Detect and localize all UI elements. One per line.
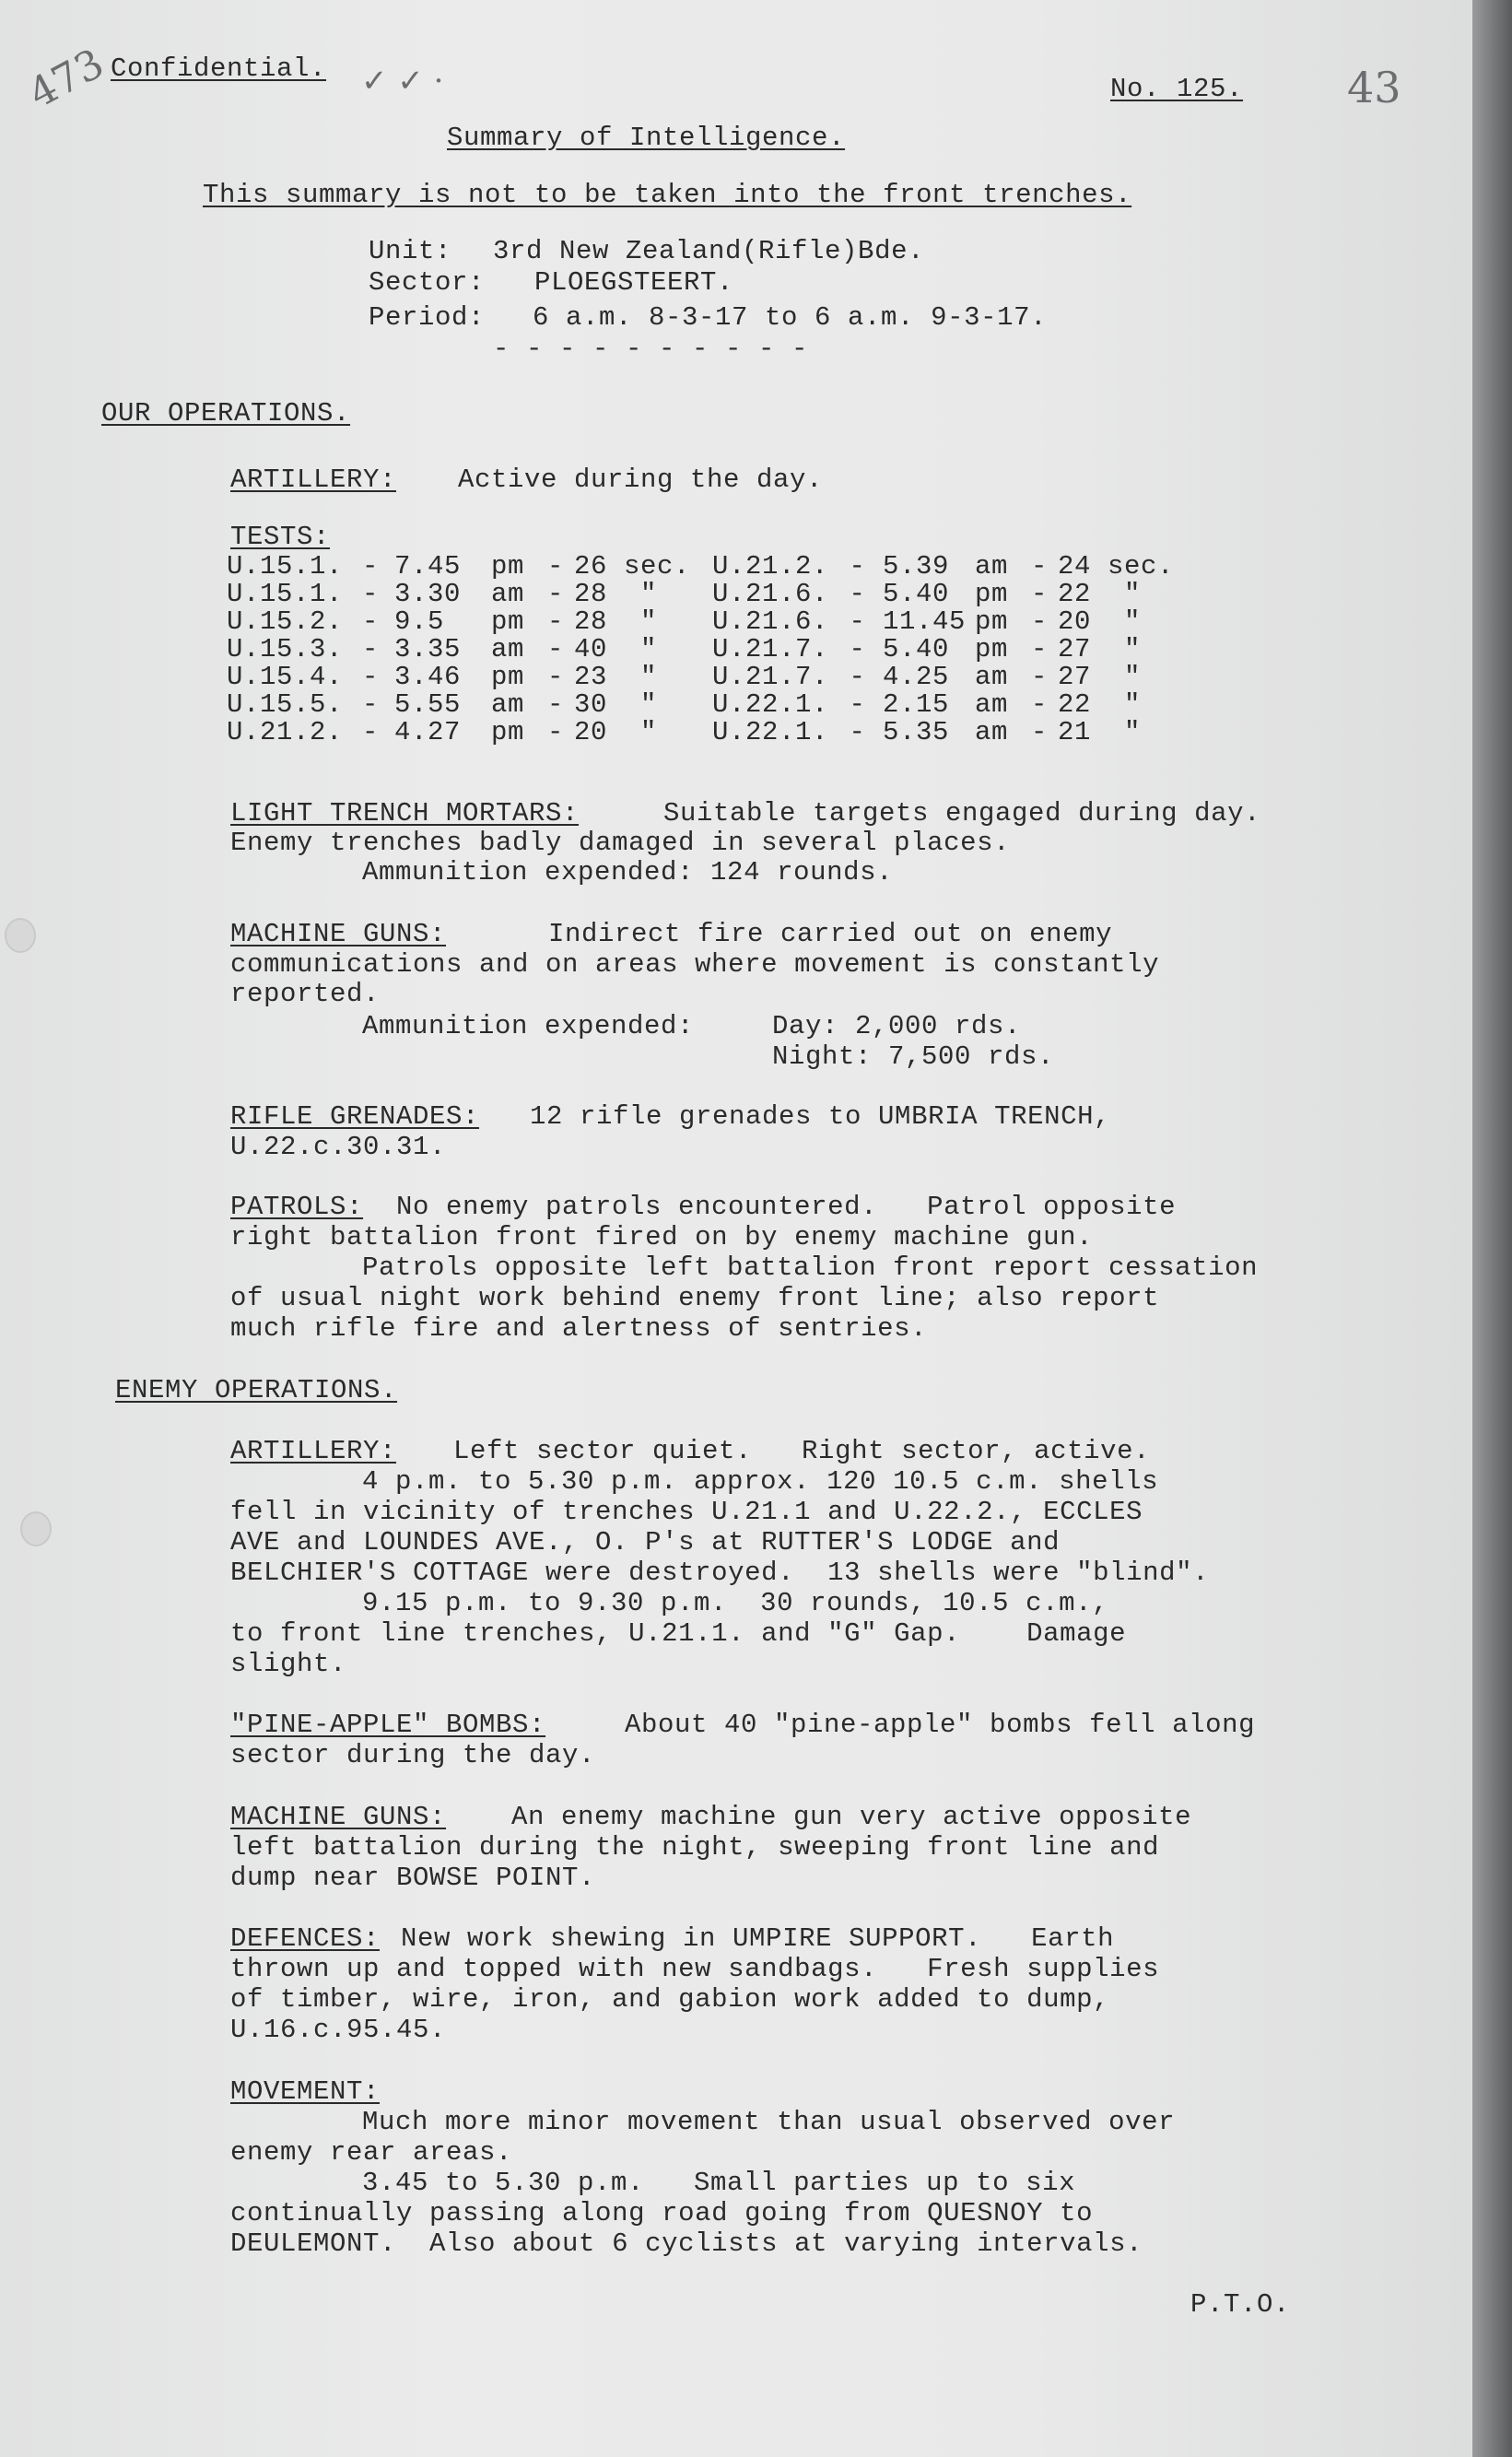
dash-separator: - xyxy=(849,606,866,637)
test-left-time: 3.30 xyxy=(394,579,462,609)
summary-number: No. 125. xyxy=(1110,74,1244,104)
tests-row xyxy=(227,608,1187,636)
test-right-ampm: am xyxy=(975,551,1009,582)
dash-separator: - xyxy=(1030,579,1048,609)
sector-label: Sector: xyxy=(369,267,486,298)
page-title: Summary of Intelligence. xyxy=(447,123,846,153)
patrols-label: PATROLS: xyxy=(230,1192,364,1222)
dash-separator: - xyxy=(849,579,866,609)
test-left-location: U.15.1. xyxy=(227,579,344,609)
period-label: Period: xyxy=(369,302,486,333)
test-left-seconds: 20 " xyxy=(574,717,658,747)
test-left-location: U.15.2. xyxy=(227,606,344,637)
tests-row xyxy=(227,664,1187,691)
test-left-location: U.15.5. xyxy=(227,689,344,720)
dash-separator: - xyxy=(361,717,379,747)
dash-separator: - xyxy=(1030,717,1048,747)
tests-row xyxy=(227,553,1187,581)
test-right-time: 4.25 xyxy=(883,662,950,692)
test-left-ampm: pm xyxy=(491,662,525,692)
ltm-line3: Ammunition expended: 124 rounds. xyxy=(362,857,894,888)
pineapple-bombs-label: "PINE-APPLE" BOMBS: xyxy=(230,1710,546,1740)
enemy-artillery-line7: to front line trenches, U.21.1. and "G" Gap. Damage xyxy=(230,1618,1127,1649)
test-right-seconds: 20 " xyxy=(1058,606,1142,637)
mg-label: MACHINE GUNS: xyxy=(230,919,447,949)
test-right-location: U.22.1. xyxy=(712,689,829,720)
enemy-mg-line2: left battalion during the night, sweeping front line and xyxy=(230,1832,1160,1863)
test-right-seconds: 27 " xyxy=(1058,634,1142,664)
test-left-location: U.15.4. xyxy=(227,662,344,692)
dash-separator: - xyxy=(1030,662,1048,692)
tests-row xyxy=(227,636,1187,664)
dash-separator: - xyxy=(361,606,379,637)
dash-separator: - xyxy=(546,717,564,747)
test-right-ampm: am xyxy=(975,717,1009,747)
test-right-ampm: pm xyxy=(975,634,1009,664)
rifle-grenades-line1: 12 rifle grenades to UMBRIA TRENCH, xyxy=(530,1101,1111,1132)
test-right-seconds: 22 " xyxy=(1058,689,1142,720)
dash-separator: - xyxy=(849,689,866,720)
ltm-label: LIGHT TRENCH MORTARS: xyxy=(230,798,580,829)
test-right-ampm: pm xyxy=(975,606,1009,637)
tests-row xyxy=(227,691,1187,719)
test-right-time: 2.15 xyxy=(883,689,950,720)
patrols-line4: of usual night work behind enemy front line; also report xyxy=(230,1283,1160,1313)
ltm-line2: Enemy trenches badly damaged in several places. xyxy=(230,828,1011,858)
our-artillery-text: Active during the day. xyxy=(458,464,824,495)
enemy-artillery-line1: Left sector quiet. Right sector, active. xyxy=(453,1436,1151,1466)
dash-separator: - xyxy=(361,551,379,582)
movement-line5: DEULEMONT. Also about 6 cyclists at varying intervals. xyxy=(230,2228,1143,2259)
tests-row xyxy=(227,581,1187,608)
test-left-seconds: 28 " xyxy=(574,579,658,609)
test-right-ampm: am xyxy=(975,689,1009,720)
tests-row xyxy=(227,719,1187,747)
folio-number: 473 xyxy=(20,40,112,118)
mg-line3: reported. xyxy=(230,979,381,1009)
movement-line3: 3.45 to 5.30 p.m. Small parties up to six xyxy=(362,2168,1076,2198)
test-left-time: 7.45 xyxy=(394,551,462,582)
mg-ammo-label: Ammunition expended: xyxy=(362,1011,695,1041)
test-right-seconds: 22 " xyxy=(1058,579,1142,609)
test-right-location: U.21.7. xyxy=(712,634,829,664)
patrols-line3: Patrols opposite left battalion front report cessation xyxy=(362,1252,1259,1283)
dash-separator: - xyxy=(1030,551,1048,582)
defences-line1: New work shewing in UMPIRE SUPPORT. Earth xyxy=(401,1923,1115,1954)
enemy-mg-label: MACHINE GUNS: xyxy=(230,1802,447,1832)
mg-ammo-day: Day: 2,000 rds. xyxy=(772,1011,1022,1041)
patrols-line5: much rifle fire and alertness of sentries. xyxy=(230,1313,928,1344)
movement-line4: continually passing along road going from QUESNOY to xyxy=(230,2198,1094,2228)
page-edge-shadow xyxy=(1472,0,1512,2457)
test-right-ampm: pm xyxy=(975,579,1009,609)
test-left-time: 4.27 xyxy=(394,717,462,747)
test-left-time: 3.46 xyxy=(394,662,462,692)
dash-separator: - xyxy=(1030,634,1048,664)
test-left-ampm: pm xyxy=(491,551,525,582)
sector-value: PLOEGSTEERT. xyxy=(534,267,734,298)
mg-line2: communications and on areas where movement is constantly xyxy=(230,949,1160,980)
dash-separator: - xyxy=(546,606,564,637)
our-artillery-label: ARTILLERY: xyxy=(230,464,397,495)
dash-separator: - xyxy=(849,551,866,582)
rifle-grenades-line2: U.22.c.30.31. xyxy=(230,1132,447,1162)
test-left-location: U.15.3. xyxy=(227,634,344,664)
our-operations-heading: OUR OPERATIONS. xyxy=(101,398,351,429)
test-left-seconds: 23 " xyxy=(574,662,658,692)
movement-line1: Much more minor movement than usual observed over xyxy=(362,2107,1176,2137)
movement-line2: enemy rear areas. xyxy=(230,2137,513,2168)
mg-ammo-night: Night: 7,500 rds. xyxy=(772,1041,1055,1072)
test-right-location: U.21.7. xyxy=(712,662,829,692)
test-left-ampm: am xyxy=(491,634,525,664)
test-left-ampm: am xyxy=(491,579,525,609)
pineapple-bombs-line2: sector during the day. xyxy=(230,1740,596,1770)
dash-separator: - xyxy=(546,662,564,692)
test-left-location: U.21.2. xyxy=(227,717,344,747)
test-left-seconds: 28 " xyxy=(574,606,658,637)
dash-separator: - xyxy=(849,662,866,692)
test-right-location: U.21.6. xyxy=(712,579,829,609)
punch-hole-upper xyxy=(5,918,36,953)
enemy-artillery-line4: AVE and LOUNDES AVE., O. P's at RUTTER'S LODGE and xyxy=(230,1527,1061,1558)
test-left-seconds: 30 " xyxy=(574,689,658,720)
test-right-location: U.21.6. xyxy=(712,606,829,637)
dash-separator: - xyxy=(361,689,379,720)
test-right-time: 11.45 xyxy=(883,606,967,637)
tick-marks: ✓ ✓ · xyxy=(361,63,444,100)
enemy-artillery-line6: 9.15 p.m. to 9.30 p.m. 30 rounds, 10.5 c.m., xyxy=(362,1588,1109,1618)
test-right-time: 5.35 xyxy=(883,717,950,747)
dash-separator: - xyxy=(849,717,866,747)
enemy-operations-heading: ENEMY OPERATIONS. xyxy=(115,1375,398,1405)
movement-label: MOVEMENT: xyxy=(230,2076,381,2107)
punch-hole-lower xyxy=(20,1511,52,1546)
pineapple-bombs-line1: About 40 "pine-apple" bombs fell along xyxy=(625,1710,1256,1740)
page-number: 43 xyxy=(1347,63,1401,112)
test-left-ampm: pm xyxy=(491,606,525,637)
unit-value: 3rd New Zealand(Rifle)Bde. xyxy=(493,236,925,266)
enemy-artillery-label: ARTILLERY: xyxy=(230,1436,397,1466)
dash-separator: - xyxy=(546,634,564,664)
rifle-grenades-label: RIFLE GRENADES: xyxy=(230,1101,480,1132)
enemy-artillery-line2: 4 p.m. to 5.30 p.m. approx. 120 10.5 c.m. shells xyxy=(362,1466,1159,1497)
dash-separator: - xyxy=(849,634,866,664)
test-right-location: U.21.2. xyxy=(712,551,829,582)
patrols-line2: right battalion front fired on by enemy machine gun. xyxy=(230,1222,1094,1252)
enemy-mg-line1: An enemy machine gun very active opposite xyxy=(511,1802,1192,1832)
test-right-time: 5.39 xyxy=(883,551,950,582)
dash-separator: - xyxy=(546,551,564,582)
enemy-artillery-line8: slight. xyxy=(230,1649,347,1679)
confidential-marking: Confidential. xyxy=(111,53,327,84)
test-left-ampm: am xyxy=(491,689,525,720)
patrols-line1: No enemy patrols encountered. Patrol opposite xyxy=(396,1192,1177,1222)
test-left-time: 5.55 xyxy=(394,689,462,720)
enemy-artillery-line3: fell in vicinity of trenches U.21.1 and U.22.2., ECCLES xyxy=(230,1497,1143,1527)
warning-notice: This summary is not to be taken into the front trenches. xyxy=(203,180,1132,210)
test-right-time: 5.40 xyxy=(883,579,950,609)
dash-separator: - xyxy=(361,634,379,664)
period-value: 6 a.m. 8-3-17 to 6 a.m. 9-3-17. xyxy=(533,302,1048,333)
tests-table xyxy=(227,553,1187,747)
test-right-seconds: 27 " xyxy=(1058,662,1142,692)
test-right-seconds: 24 sec. xyxy=(1058,551,1175,582)
test-left-ampm: pm xyxy=(491,717,525,747)
defences-line4: U.16.c.95.45. xyxy=(230,2015,447,2045)
test-right-location: U.22.1. xyxy=(712,717,829,747)
dash-separator: - xyxy=(1030,606,1048,637)
dash-separator: - xyxy=(546,689,564,720)
ltm-line1: Suitable targets engaged during day. xyxy=(663,798,1261,829)
defences-label: DEFENCES: xyxy=(230,1923,381,1954)
test-left-seconds: 26 sec. xyxy=(574,551,691,582)
test-left-seconds: 40 " xyxy=(574,634,658,664)
test-right-ampm: am xyxy=(975,662,1009,692)
dash-separator: - xyxy=(1030,689,1048,720)
defences-line3: of timber, wire, iron, and gabion work added to dump, xyxy=(230,1984,1110,2015)
test-right-seconds: 21 " xyxy=(1058,717,1142,747)
test-right-time: 5.40 xyxy=(883,634,950,664)
pto-marker: P.T.O. xyxy=(1190,2289,1291,2320)
mg-line1: Indirect fire carried out on enemy xyxy=(548,919,1113,949)
tests-label: TESTS: xyxy=(230,522,331,552)
test-left-time: 9.5 xyxy=(394,606,445,637)
test-left-location: U.15.1. xyxy=(227,551,344,582)
defences-line2: thrown up and topped with new sandbags. Fresh supplies xyxy=(230,1954,1160,1984)
dash-separator: - xyxy=(546,579,564,609)
test-left-time: 3.35 xyxy=(394,634,462,664)
dash-separator: - xyxy=(361,579,379,609)
dash-separator: - xyxy=(361,662,379,692)
separator-dashes: - - - - - - - - - - xyxy=(493,334,809,364)
unit-label: Unit: xyxy=(369,236,452,266)
enemy-mg-line3: dump near BOWSE POINT. xyxy=(230,1863,596,1893)
enemy-artillery-line5: BELCHIER'S COTTAGE were destroyed. 13 shells were "blind". xyxy=(230,1558,1210,1588)
